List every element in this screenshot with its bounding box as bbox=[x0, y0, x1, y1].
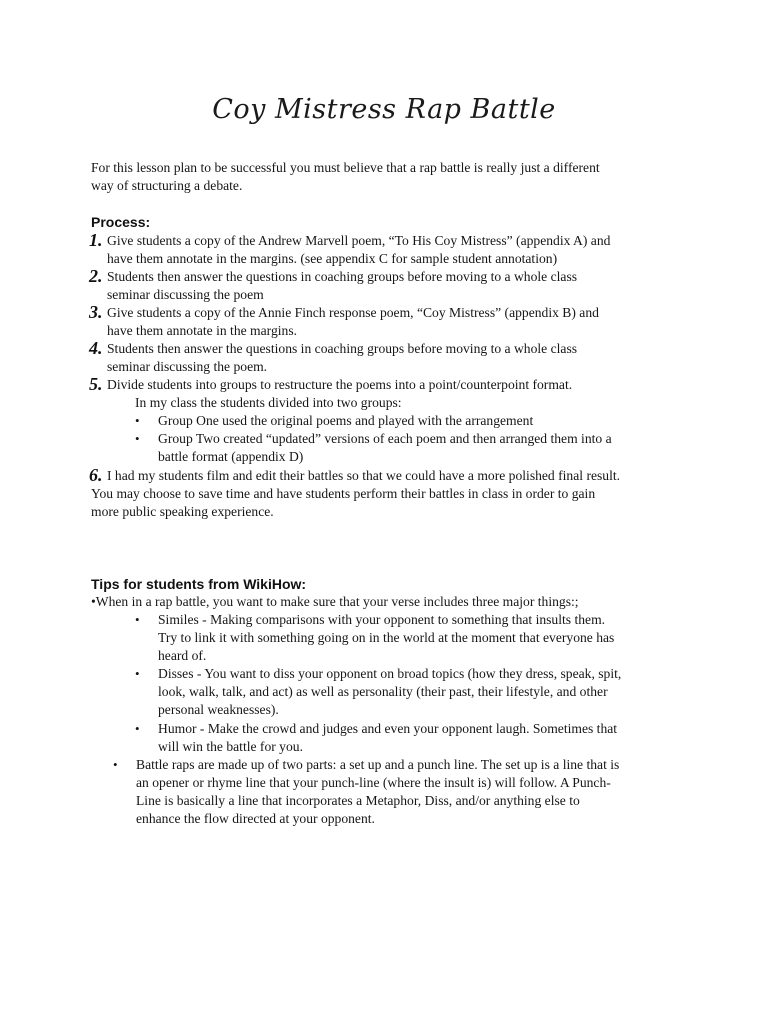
tip-text: personal weaknesses). bbox=[158, 702, 279, 717]
tip-text: Humor - Make the crowd and judges and even your opponent laugh. Sometimes that bbox=[158, 721, 618, 736]
step-number: 2. bbox=[89, 266, 103, 286]
battle-text: Line is basically a line that incorporates a Metaphor, Diss, and/or anything else to bbox=[136, 793, 580, 808]
bullet-icon: • bbox=[135, 721, 140, 736]
tip-text: Try to link it with something going on in the world at the moment that everyone has bbox=[158, 630, 615, 645]
step-text: Give students a copy of the Annie Finch response poem, “Coy Mistress” (appendix B) and bbox=[107, 305, 599, 320]
bullet-icon: • bbox=[135, 666, 140, 681]
bullet-icon: • bbox=[135, 612, 140, 627]
step-text: have them annotate in the margins. bbox=[107, 323, 298, 338]
step-text: I had my students film and edit their battles so that we could have a more polished final result. bbox=[107, 468, 621, 483]
process-heading: Process: bbox=[91, 214, 151, 230]
tip-text: Disses - You want to diss your opponent on broad topics (how they dress, speak, spit, bbox=[158, 666, 622, 681]
step-text: more public speaking experience. bbox=[91, 504, 274, 519]
battle-text: an opener or rhyme line that your punch-line (where the insult is) will follow. A Punch- bbox=[136, 775, 611, 790]
intro-line: way of structuring a debate. bbox=[91, 178, 243, 193]
tips-heading: Tips for students from WikiHow: bbox=[91, 576, 307, 592]
step-number: 3. bbox=[89, 302, 103, 322]
step-text: Give students a copy of the Andrew Marvell poem, “To His Coy Mistress” (appendix A) and bbox=[107, 233, 611, 248]
tip-text: will win the battle for you. bbox=[158, 739, 303, 754]
battle-text: enhance the flow directed at your opponent. bbox=[136, 811, 375, 826]
bullet-icon: • bbox=[113, 757, 118, 772]
battle-text: Battle raps are made up of two parts: a set up and a punch line. The set up is a line that is bbox=[136, 757, 620, 772]
tip-text: heard of. bbox=[158, 648, 207, 663]
bullet-icon: • bbox=[135, 413, 140, 428]
step-text: Students then answer the questions in coaching groups before moving to a whole class bbox=[107, 269, 578, 284]
step-text: seminar discussing the poem bbox=[107, 287, 264, 302]
step-number: 1. bbox=[89, 230, 103, 250]
step-number: 5. bbox=[89, 374, 103, 394]
step-text: seminar discussing the poem. bbox=[107, 359, 268, 374]
group-text: battle format (appendix D) bbox=[158, 449, 304, 464]
step-text: Students then answer the questions in coaching groups before moving to a whole class bbox=[107, 341, 578, 356]
tip-text: Similes - Making comparisons with your opponent to something that insults them. bbox=[158, 612, 606, 627]
step-number: 6. bbox=[89, 465, 103, 485]
tips-intro: •When in a rap battle, you want to make sure that your verse includes three major things:; bbox=[91, 594, 579, 609]
bullet-icon: • bbox=[135, 431, 140, 446]
intro-line: For this lesson plan to be successful you must believe that a rap battle is really just a different bbox=[91, 160, 600, 175]
page-title: Coy Mistress Rap Battle bbox=[212, 94, 556, 125]
step-number: 4. bbox=[89, 338, 103, 358]
group-text: Group Two created “updated” versions of each poem and then arranged them into a bbox=[158, 431, 612, 446]
step-text: You may choose to save time and have students perform their battles in class in order to gain bbox=[91, 486, 596, 501]
class-note: In my class the students divided into two groups: bbox=[135, 395, 402, 410]
tip-text: look, walk, talk, and act) as well as personality (their past, their lifestyle, and other bbox=[158, 684, 608, 699]
group-text: Group One used the original poems and played with the arrangement bbox=[158, 413, 534, 428]
step-text: have them annotate in the margins. (see appendix C for sample student annotation) bbox=[107, 251, 558, 266]
step-text: Divide students into groups to restructure the poems into a point/counterpoint format. bbox=[107, 377, 573, 392]
